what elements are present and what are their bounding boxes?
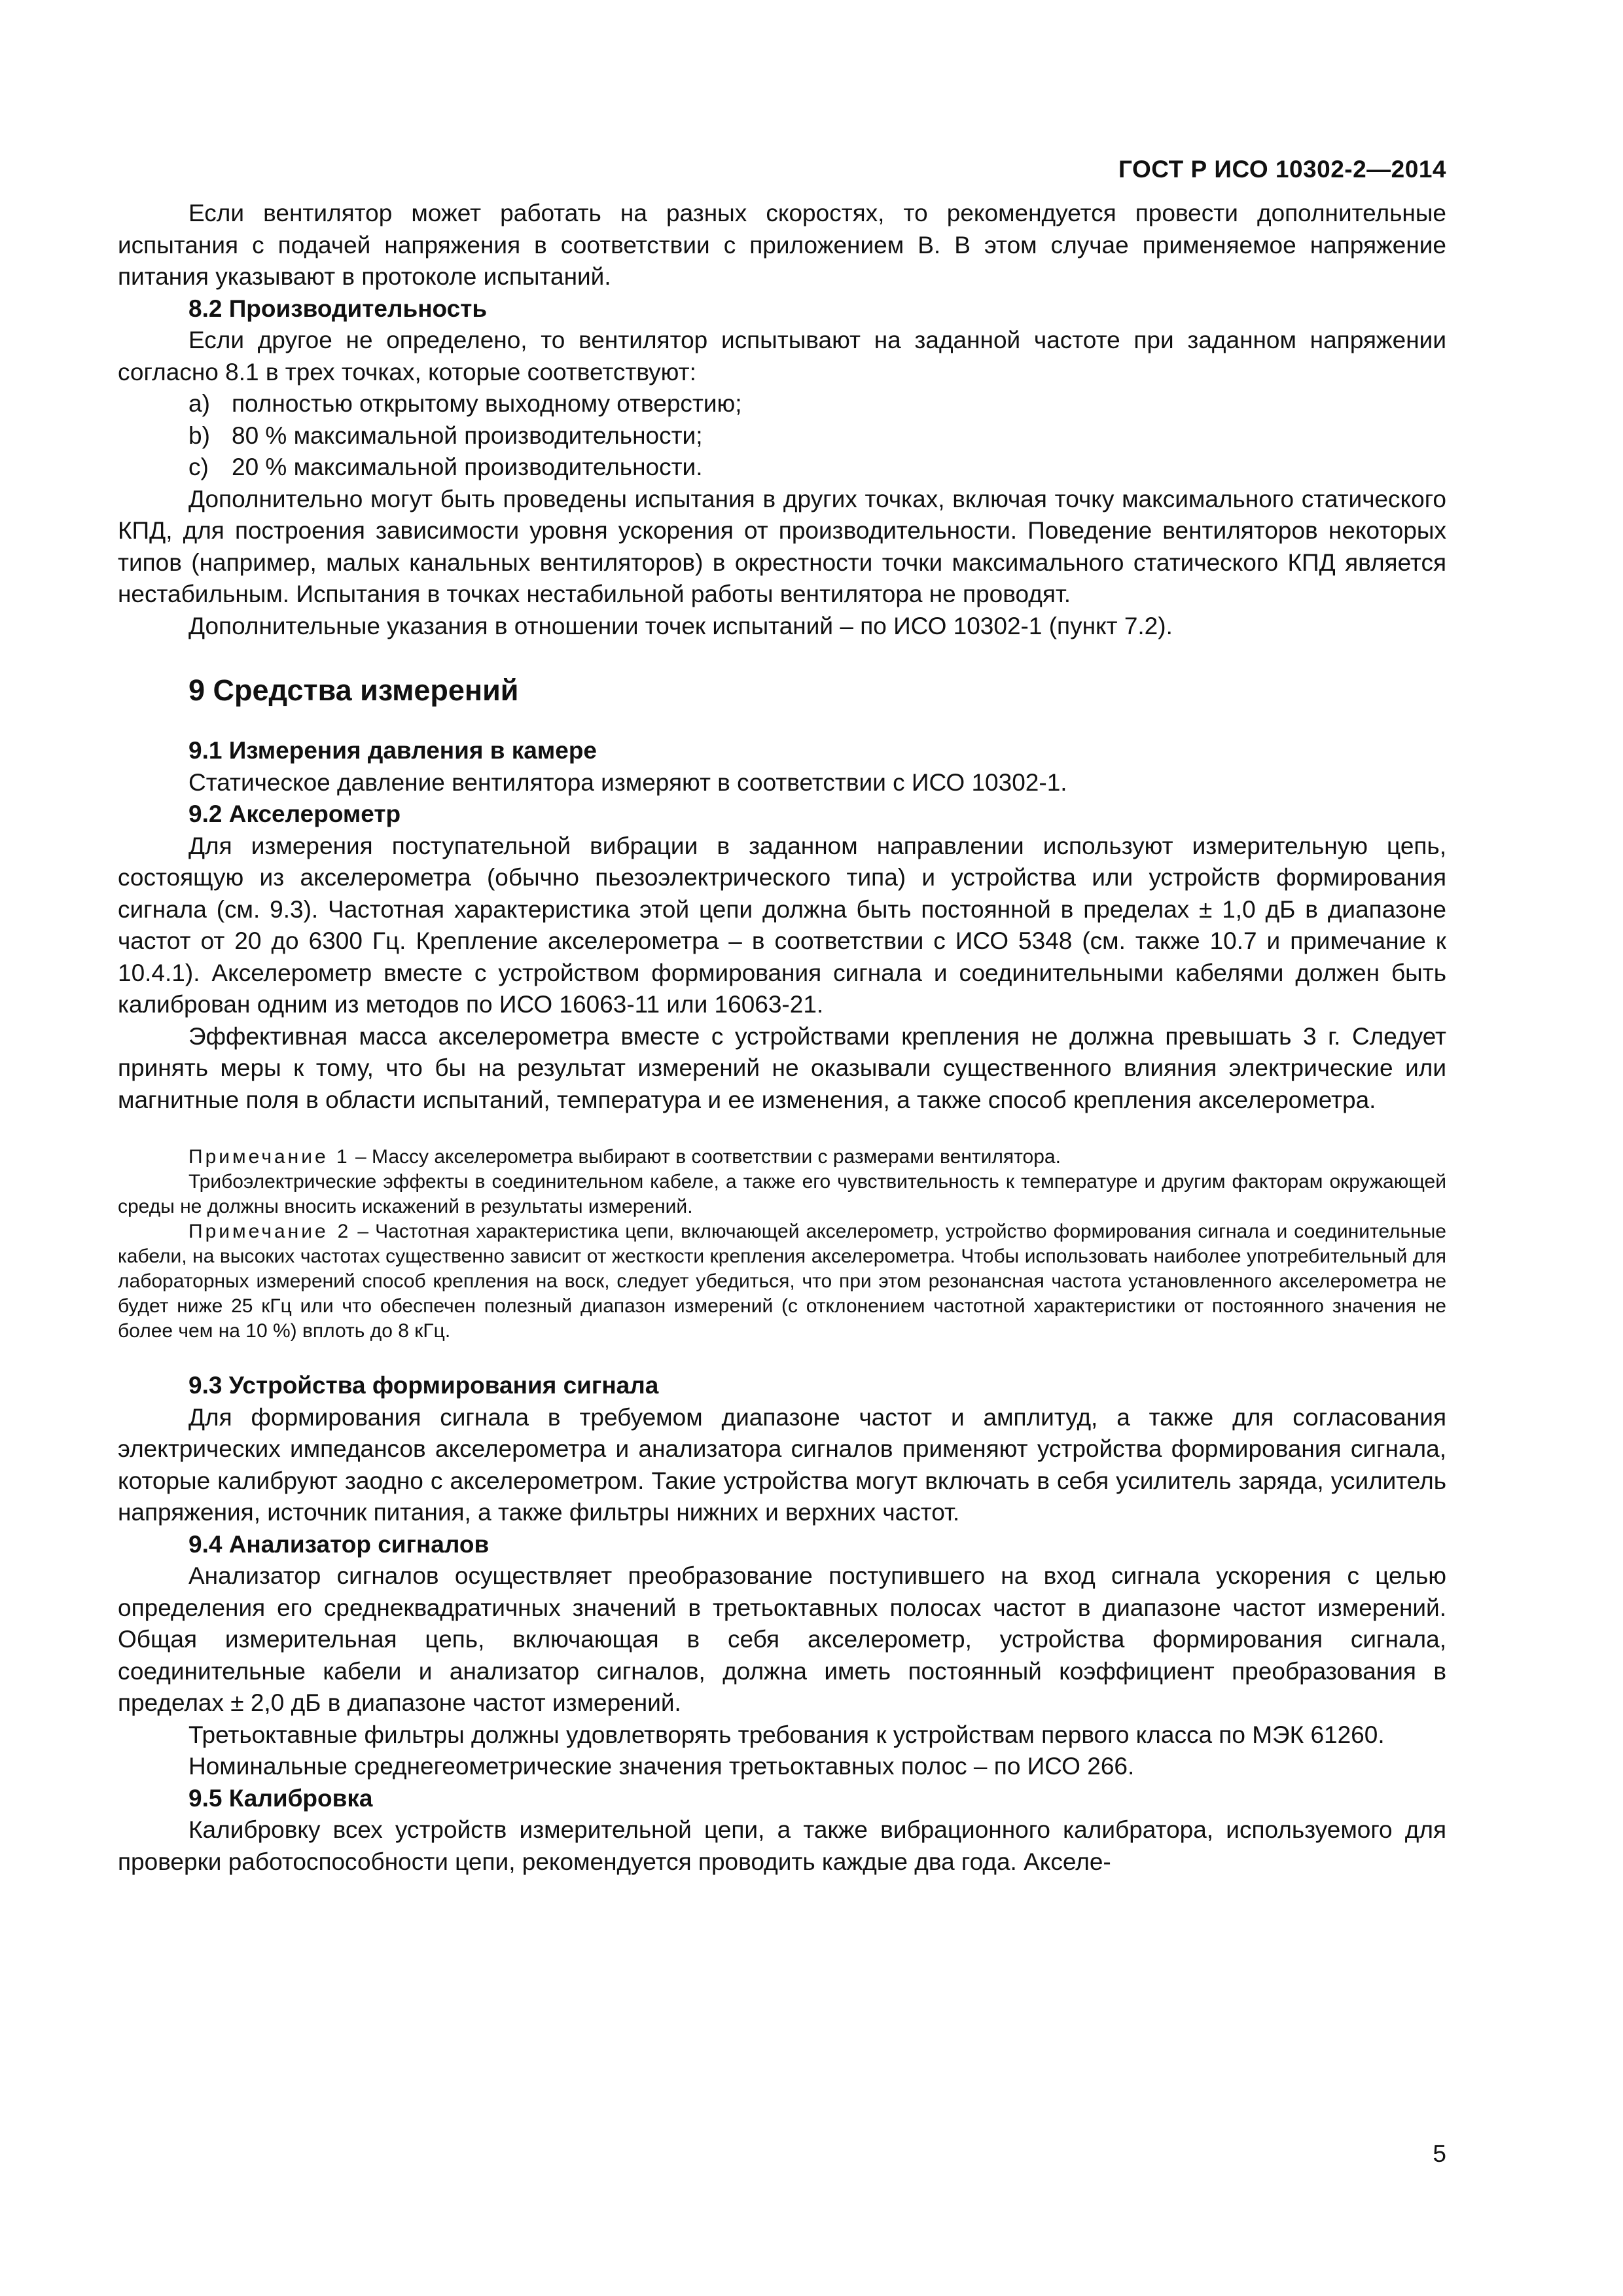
list-item-b (118, 420, 1446, 452)
list-item-c (118, 452, 1446, 484)
list-marker: b) (188, 422, 210, 449)
note-2 (118, 1219, 1446, 1344)
section-9-3-paragraph: Для формирования сигнала в требуемом диапазоне частот и амплитуд, а также для согласования электрических импедансов акселерометра и анализатора сигналов применяют устройства формирования сигнала, которые калибруют заодно с акселерометром. Такие устройства могут включать в себя усилитель заряда, усилитель напряжения, источник питания, а также фильтры нижних и верхних частот. (118, 1403, 1446, 1526)
note-1-text: – Массу акселерометра выбирают в соответствии с размерами вентилятора. (349, 1146, 1061, 1168)
section-9-4-title: 9.4 Анализатор сигналов (188, 1530, 490, 1558)
section-9-3-title: 9.3 Устройства формирования сигнала (188, 1372, 659, 1399)
section-9-1-title: 9.1 Измерения давления в камере (188, 737, 597, 764)
note-1 (118, 1145, 1446, 1170)
section-8-2-paragraph-1: Если другое не определено, то вентилятор испытывают на заданной частоте при заданном напряжении согласно 8.1 в трех точках, которые соответствуют: (118, 327, 1446, 386)
intro-paragraph: Если вентилятор может работать на разных скоростях, то рекомендуется провести дополнительные испытания с подачей напряжения в соответствии с приложением В. В этом случае применяемое напряжение питания указывают в протоколе испытаний. (118, 200, 1446, 290)
note-2-label: Примечание 2 (188, 1221, 351, 1242)
section-9-2-title: 9.2 Акселерометр (188, 800, 401, 827)
section-9-4-paragraph-3: Номинальные среднегеометрические значения третьоктавных полос – по ИСО 266. (188, 1753, 1135, 1780)
note-2-text: – Частотная характеристика цепи, включающей акселерометр, устройство формирования сигнала и соединительные кабели, на высоких частотах существенно зависит от жесткости крепления акселерометра. Чтобы использовать наиболее употребительный для лабораторных измерений способ крепления на воск, следует убедиться, что при этом резонансная частота установленного акселерометра не будет ниже 25 кГц или что обеспечен полезный диапазон измерений (с отклонением частотной характеристики от постоянного значения не более чем на 10 %) вплоть до 8 кГц. (118, 1221, 1446, 1342)
note-1-paragraph-2: Трибоэлектрические эффекты в соединительном кабеле, а также его чувствительность к температуре и другим факторам окружающей среды не должны вносить искажений в результаты измерений. (118, 1171, 1446, 1217)
section-8-2-title: 8.2 Производительность (188, 295, 488, 322)
section-8-2-paragraph-2: Дополнительно могут быть проведены испытания в других точках, включая точку максимального статического КПД, для построения зависимости уровня ускорения от производительности. Поведение вентиляторов некоторых типов (например, малых канальных вентиляторов) в окрестности точки максимального статического КПД является нестабильным. Испытания в точках нестабильной работы вентилятора не проводят. (118, 485, 1446, 607)
section-9-heading: 9 Средства измерений (188, 673, 519, 707)
section-9-4-paragraph-2: Третьоктавные фильтры должны удовлетворять требования к устройствам первого класса по МЭК 61260. (188, 1721, 1385, 1748)
note-1-label: Примечание 1 (188, 1146, 350, 1168)
list-item-a (118, 388, 1446, 420)
section-9-2-paragraph-1: Для измерения поступательной вибрации в заданном направлении используют измерительную цепь, состоящую из акселерометра (обычно пьезоэлектрического типа) и устройства или устройств формирования сигнала (см. 9.3). Частотная характеристика этой цепи должна быть постоянной в пределах ± 1,0 дБ в диапазоне частот от 20 до 6300 Гц. Крепление акселерометра – в соответствии с ИСО 5348 (см. также 10.7 и примечание к 10.4.1). Акселерометр вместе с устройством формирования сигнала и соединительными кабелями должен быть калиброван одним из методов по ИСО 16063-11 или 16063-21. (118, 832, 1446, 1018)
section-8-2-paragraph-3: Дополнительные указания в отношении точек испытаний – по ИСО 10302-1 (пункт 7.2). (188, 612, 1173, 639)
list-item-text: 80 % максимальной производительности; (232, 422, 703, 449)
section-9-5-title: 9.5 Калибровка (188, 1784, 373, 1812)
page-body (118, 151, 1446, 1878)
list-item-text: 20 % максимальной производительности. (232, 454, 703, 480)
list-marker: a) (188, 390, 210, 417)
list-marker: c) (188, 454, 209, 480)
notes-block (118, 1145, 1446, 1344)
section-9-2-paragraph-2: Эффективная масса акселерометра вместе с устройствами крепления не должна превышать 3 г. Следует принять меры к тому, что бы на результат измерений не оказывали существенного влияния электрические или магнитные поля в области испытаний, температура и ее изменения, а также способ крепления акселерометра. (118, 1022, 1446, 1113)
document-header: ГОСТ Р ИСО 10302-2—2014 (1118, 156, 1446, 183)
section-9-1-paragraph: Статическое давление вентилятора измеряют в соответствии с ИСО 10302-1. (188, 768, 1067, 796)
section-9-5-paragraph: Калибровку всех устройств измерительной цепи, а также вибрационного калибратора, используемого для проверки работоспособности цепи, рекомендуется проводить каждые два года. Акселе- (118, 1816, 1446, 1875)
list-item-text: полностью открытому выходному отверстию; (232, 390, 742, 417)
section-9-4-paragraph-1: Анализатор сигналов осуществляет преобразование поступившего на вход сигнала ускорения с целью определения его среднеквадратичных значений в третьоктавных полосах частот в диапазоне частот измерений. Общая измерительная цепь, включающая в себя акселерометр, устройства формирования сигнала, соединительные кабели и анализатор сигналов, должна иметь постоянный коэффициент преобразования в пределах ± 2,0 дБ в диапазоне частот измерений. (118, 1562, 1446, 1716)
page-number: 5 (1433, 2140, 1446, 2167)
